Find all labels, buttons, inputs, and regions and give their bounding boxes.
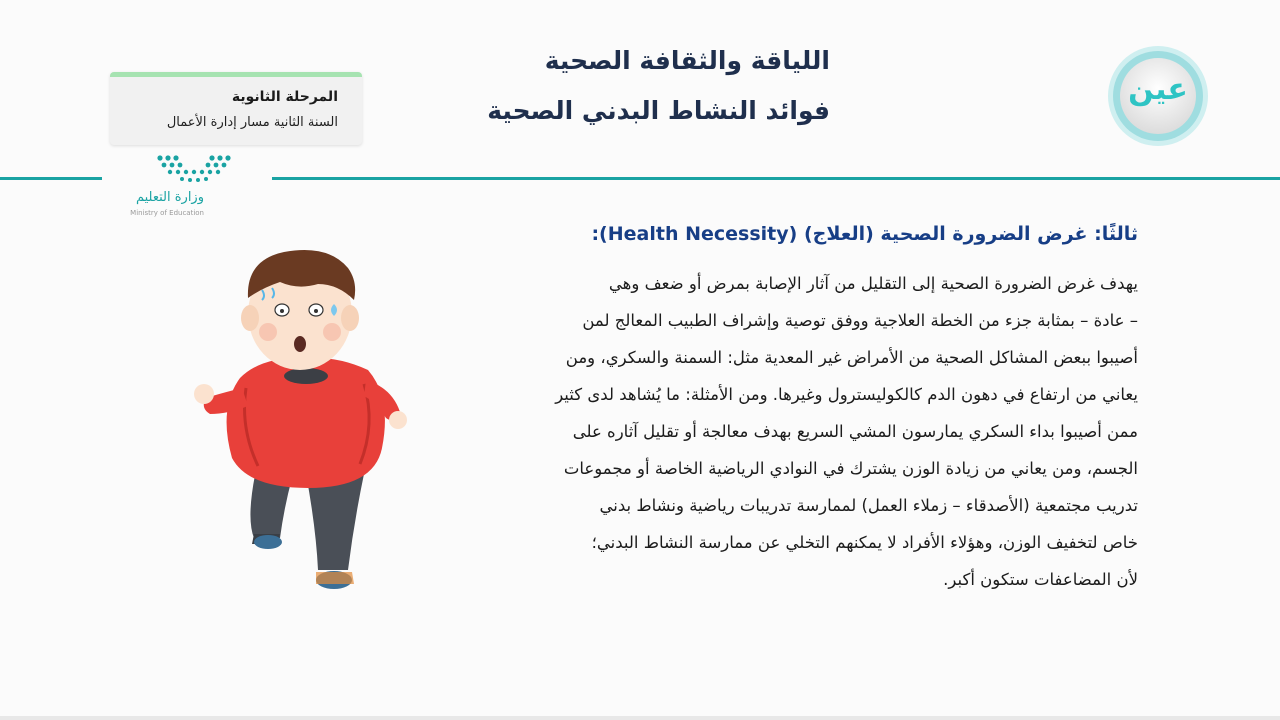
body-line: تدريب مجتمعية (الأصدقاء – زملاء العمل) لممارسة تدريبات رياضية ونشاط بدني xyxy=(599,496,1138,515)
body-line: أصيبوا ببعض المشاكل الصحية من الأمراض غير المعدية مثل: السمنة والسكري، ومن xyxy=(565,348,1138,367)
header-divider-left xyxy=(0,177,102,180)
body-line: الجسم، ومن يعاني من زيادة الوزن يشترك في النوادي الرياضية الخاصة أو مجموعات xyxy=(563,459,1138,478)
body-line: ممن أصيبوا بداء السكري يمارسون المشي السريع بهدف معالجة أو تقليل آثاره على xyxy=(572,422,1138,441)
running-boy-illustration xyxy=(188,238,424,598)
ministry-name-en: Ministry of Education xyxy=(130,209,204,217)
body-line: يهدف غرض الضرورة الصحية إلى التقليل من آثار الإصابة بمرض أو ضعف وهي xyxy=(608,274,1138,293)
page-title: اللياقة والثقافة الصحية xyxy=(544,46,830,75)
bottom-strip xyxy=(0,716,1280,720)
body-line: لأن المضاعفات ستكون أكبر. xyxy=(943,570,1138,589)
body-line: خاص لتخفيف الوزن، وهؤلاء الأفراد لا يمكنهم التخلي عن ممارسة النشاط البدني؛ xyxy=(591,533,1138,552)
stage-card xyxy=(110,72,362,145)
body-line: – عادة – بمثابة جزء من الخطة العلاجية ووفق توصية وإشراف الطبيب المعالج لمن xyxy=(582,311,1138,330)
body-line: يعاني من ارتفاع في دهون الدم كالكوليسترول وغيرها. ومن الأمثلة: ما يُشاهد لدى كثير xyxy=(555,385,1138,404)
ministry-name: وزارة التعليم xyxy=(135,190,204,205)
track-label: السنة الثانية مسار إدارة الأعمال xyxy=(166,115,338,130)
section-heading: ثالثًا: غرض الضرورة الصحية (العلاج) (Health Necessity): xyxy=(591,223,1138,245)
section-body xyxy=(476,265,1138,598)
header-divider-right xyxy=(272,177,1280,180)
page-subtitle: فوائد النشاط البدني الصحية xyxy=(487,96,830,125)
stage-label: المرحلة الثانوية xyxy=(231,89,338,105)
ain-badge-label: عين xyxy=(1128,72,1188,107)
